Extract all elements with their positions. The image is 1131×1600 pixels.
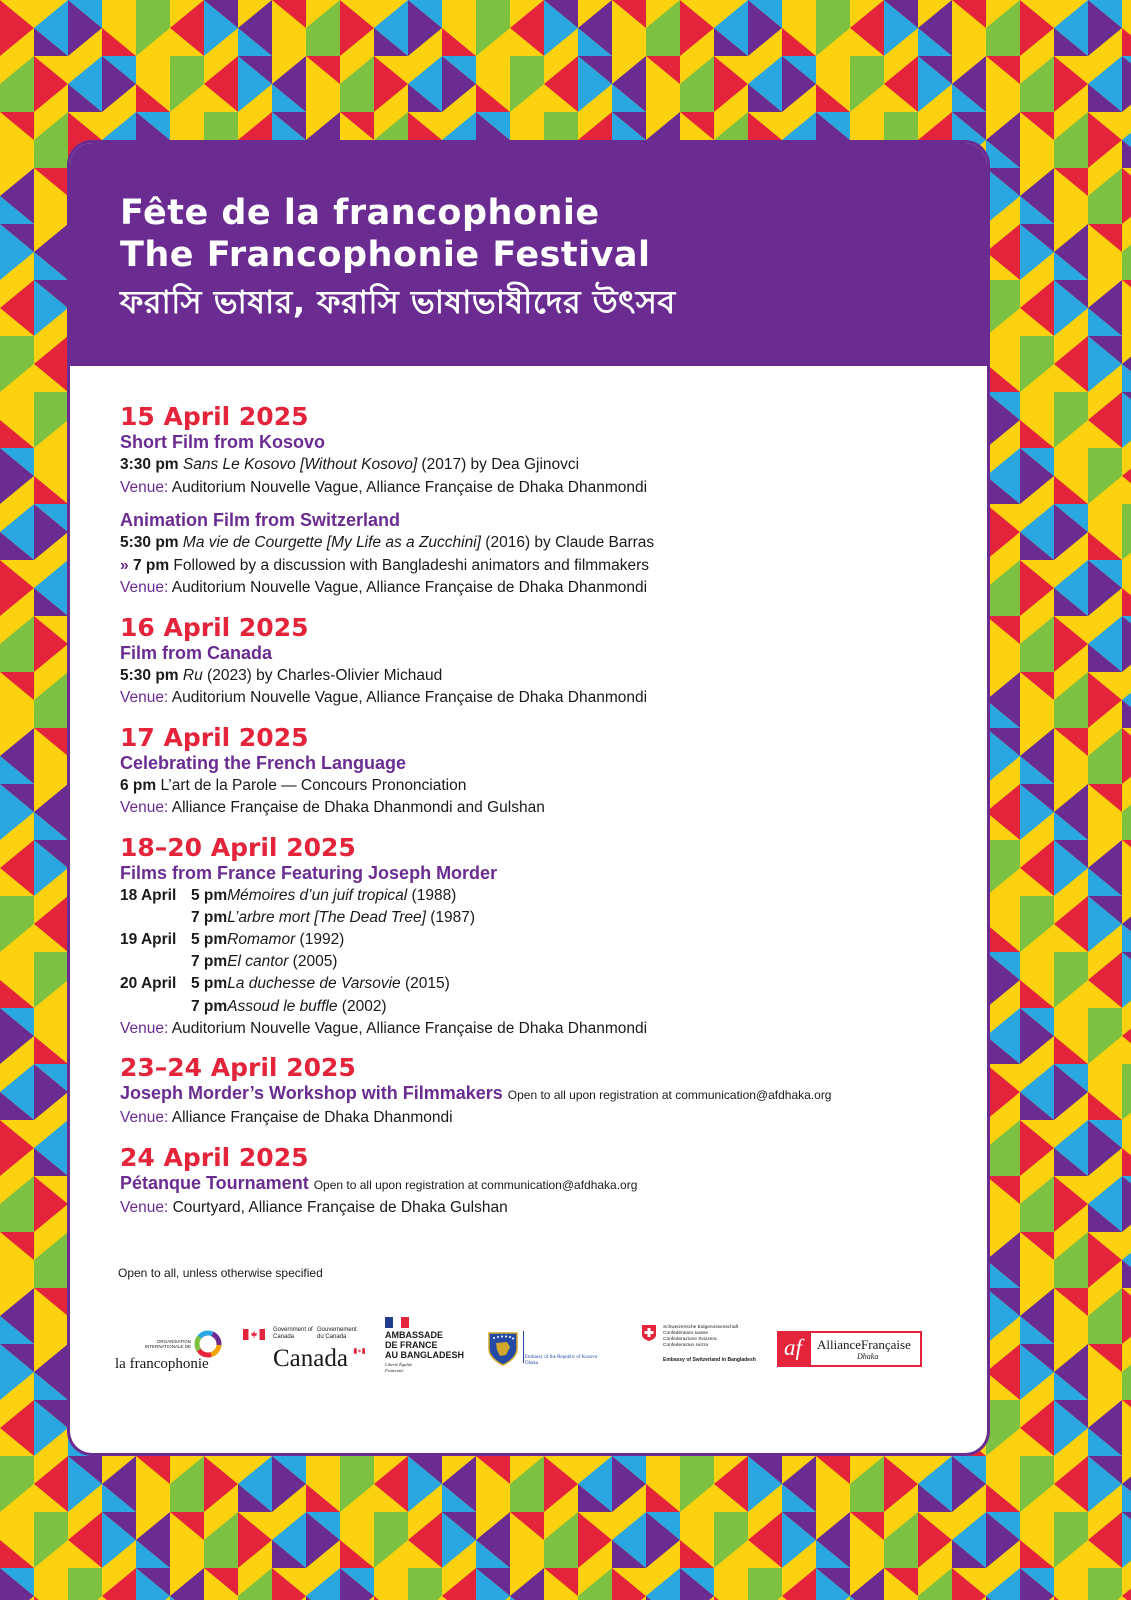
venue-label: Venue:	[120, 799, 169, 816]
event-title: Celebrating the French Language	[120, 752, 407, 773]
france-embassy-logo	[385, 1317, 480, 1381]
france-line3: AU BANGLADESH	[385, 1350, 465, 1360]
pattern-triangle	[1122, 952, 1131, 1008]
schedule-time: 5 pm	[191, 886, 228, 904]
table-row	[120, 996, 475, 1018]
table-row	[120, 973, 475, 995]
france-line2: DE FRANCE	[385, 1340, 438, 1350]
schedule-time: 7 pm	[191, 953, 228, 971]
event-time: 5:30 pm	[120, 534, 179, 551]
program-content	[120, 403, 950, 1219]
canada-flag-small-icon	[354, 1348, 365, 1354]
venue-line	[120, 577, 950, 600]
film-year: (1987)	[425, 908, 476, 926]
oif-name: la francophonie	[115, 1356, 209, 1372]
marianne-flag-icon	[385, 1317, 409, 1328]
venue-label: Venue:	[120, 579, 169, 596]
venue-text: Auditorium Nouvelle Vague, Alliance Française de Dhaka Dhanmondi	[168, 1019, 648, 1037]
swiss-embassy-text: Embassy of Switzerland in Bangladesh	[663, 1357, 756, 1363]
pattern-triangle	[1122, 280, 1131, 336]
event-title: Animation Film from Switzerland	[120, 510, 401, 530]
pattern-triangle	[1122, 1064, 1131, 1120]
festival-title-english: The Francophonie Festival	[120, 235, 651, 275]
pattern-triangle	[1122, 56, 1131, 112]
event-title: Film from Canada	[120, 642, 273, 663]
venue-line	[120, 1107, 950, 1130]
pattern-triangle	[1122, 1400, 1131, 1456]
event-title-line	[120, 1172, 950, 1197]
table-row	[120, 907, 475, 929]
film-details: (2017) by Dea Gjinovci	[417, 456, 580, 473]
schedule-time: 7 pm	[191, 908, 228, 926]
schedule-time: 5 pm	[191, 930, 228, 948]
schedule-day: 18 April	[120, 886, 177, 904]
canada-gov-fr: Gouvernement du Canada	[317, 1327, 357, 1340]
event-time: 3:30 pm	[120, 456, 179, 473]
table-row	[120, 951, 475, 973]
schedule-day: 20 April	[120, 975, 177, 993]
pattern-triangle	[1122, 1176, 1131, 1232]
event-title: Pétanque Tournament	[120, 1172, 309, 1193]
pattern-triangle	[1122, 616, 1131, 672]
venue-label: Venue:	[120, 689, 169, 706]
schedule-day	[120, 951, 191, 973]
kosovo-embassy-text: Embassy of the Republic of Kosovo	[525, 1355, 598, 1360]
swiss-line: Schweizerische Eidgenossenschaft	[663, 1325, 739, 1330]
event-line	[120, 775, 950, 798]
date-heading: 24 April 2025	[120, 1142, 309, 1172]
event-line	[120, 532, 950, 555]
film-year: (2005)	[288, 953, 338, 971]
double-chevron-icon: »	[120, 556, 129, 574]
kosovo-embassy-logo	[487, 1331, 627, 1371]
registration-note: Open to all upon registration at communication@afdhaka.org	[507, 1088, 832, 1103]
pattern-triangle	[1122, 168, 1131, 224]
venue-label: Venue:	[120, 1019, 169, 1037]
canada-flag-icon	[243, 1329, 265, 1340]
schedule-day	[120, 996, 191, 1018]
af-mark-box	[779, 1333, 811, 1365]
alliance-francaise-logo	[777, 1331, 922, 1367]
canada-gov-en: Government of Canada	[273, 1327, 313, 1340]
af-city: Dhaka	[857, 1352, 879, 1361]
venue-line	[120, 797, 950, 820]
oif-small-text: ORGANISATION INTERNATIONALE DE	[144, 1339, 191, 1349]
schedule-time: 5 pm	[191, 975, 228, 993]
venue-line	[120, 687, 950, 710]
venue-text: Courtyard, Alliance Française de Dhaka Gulshan	[168, 1198, 508, 1216]
event-time: 5:30 pm	[120, 666, 179, 684]
date-heading: 23–24 April 2025	[120, 1053, 356, 1083]
film-title: Sans Le Kosovo [Without Kosovo]	[182, 456, 418, 473]
film-details: (2023) by Charles-Olivier Michaud	[202, 666, 443, 684]
festival-header	[70, 143, 987, 366]
film-details: (2016) by Claude Barras	[481, 534, 655, 551]
swiss-line: Confederazione Svizzera	[663, 1337, 717, 1342]
venue-text: Auditorium Nouvelle Vague, Alliance Française de Dhaka Dhanmondi	[168, 579, 648, 596]
event-time: 7 pm	[132, 556, 170, 574]
film-title: L’arbre mort [The Dead Tree]	[227, 908, 426, 926]
af-mark: af	[784, 1335, 802, 1360]
film-title: El cantor	[227, 953, 289, 971]
pattern-triangle	[1122, 840, 1131, 896]
venue-line	[120, 477, 950, 500]
film-year: (1992)	[295, 930, 345, 948]
pattern-triangle	[1122, 1288, 1131, 1344]
event-line	[120, 454, 950, 477]
date-heading: 16 April 2025	[120, 612, 309, 642]
venue-text: Auditorium Nouvelle Vague, Alliance Française de Dhaka Dhanmondi	[168, 478, 648, 496]
pattern-triangle	[1122, 1512, 1131, 1568]
date-heading: 15 April 2025	[120, 402, 309, 431]
schedule-day: 19 April	[120, 930, 177, 948]
oif-ring-icon	[193, 1329, 223, 1359]
kosovo-divider	[523, 1331, 524, 1363]
france-line1: AMBASSADE	[385, 1330, 444, 1340]
film-year: (1988)	[407, 886, 457, 904]
venue-line	[120, 1018, 950, 1041]
event-time: 6 pm	[120, 776, 157, 794]
film-schedule-table	[120, 885, 475, 1018]
venue-text: Auditorium Nouvelle Vague, Alliance Française de Dhaka Dhanmondi	[168, 689, 648, 706]
date-heading: 17 April 2025	[120, 722, 309, 752]
film-title: Romamor	[227, 930, 296, 948]
pattern-triangle	[1122, 392, 1131, 448]
film-title: La duchesse de Varsovie	[227, 975, 401, 993]
festival-title-french: Fête de la francophonie	[120, 193, 600, 233]
af-name: AllianceFrançaise	[817, 1337, 911, 1352]
venue-label: Venue:	[120, 1109, 169, 1127]
film-year: (2015)	[400, 975, 450, 993]
kosovo-emblem-icon	[487, 1331, 519, 1367]
kosovo-city: Dhaka	[525, 1361, 539, 1366]
event-title: Short Film from Kosovo	[120, 432, 326, 452]
swiss-flag-icon	[642, 1325, 656, 1341]
discussion-line	[120, 555, 950, 578]
discussion-text: Followed by a discussion with Bangladeshi animators and filmmakers	[169, 556, 649, 574]
schedule-day	[120, 907, 191, 929]
schedule-time: 7 pm	[191, 997, 228, 1015]
canada-wordmark: Canada	[273, 1345, 348, 1372]
film-title: Ru	[182, 666, 203, 684]
venue-label: Venue:	[120, 1198, 169, 1216]
date-heading: 18–20 April 2025	[120, 832, 356, 862]
venue-label: Venue:	[120, 478, 169, 496]
oif-logo	[115, 1329, 230, 1373]
table-row	[120, 929, 475, 951]
registration-note: Open to all upon registration at communication@afdhaka.org	[313, 1177, 638, 1192]
film-title: Mémoires d’un juif tropical	[227, 886, 408, 904]
swiss-line: Confederaziun svizra	[663, 1343, 709, 1348]
france-motto: Liberté Égalité Fraternité	[385, 1362, 413, 1373]
event-description: L’art de la Parole — Concours Prononciation	[156, 776, 467, 794]
venue-text: Alliance Française de Dhaka Dhanmondi and Gulshan	[168, 799, 545, 816]
table-row	[120, 885, 475, 907]
pattern-triangle	[1122, 504, 1131, 560]
event-title: Joseph Morder’s Workshop with Filmmakers	[120, 1083, 503, 1104]
film-title: Ma vie de Courgette [My Life as a Zucchini]	[182, 534, 481, 551]
film-year: (2002)	[337, 997, 387, 1015]
footer-note: Open to all, unless otherwise specified	[118, 1266, 323, 1280]
partner-logos	[115, 1315, 945, 1385]
swiss-confederation-text	[663, 1325, 738, 1349]
event-title: Films from France Featuring Joseph Morder	[120, 862, 498, 883]
festival-title-bengali: ফরাসি ভাষার, ফরাসি ভাষাভাষীদের উৎসব	[120, 283, 676, 321]
swiss-embassy-logo	[642, 1325, 767, 1371]
swiss-line: Confédération suisse	[663, 1331, 709, 1336]
venue-text: Alliance Française de Dhaka Dhanmondi	[168, 1109, 453, 1127]
event-title-line	[120, 1082, 950, 1107]
film-title: Assoud le buffle	[227, 997, 338, 1015]
canada-logo	[243, 1327, 368, 1373]
venue-line	[120, 1197, 950, 1220]
pattern-triangle	[1122, 728, 1131, 784]
event-line	[120, 665, 950, 688]
program-card	[70, 143, 987, 1453]
